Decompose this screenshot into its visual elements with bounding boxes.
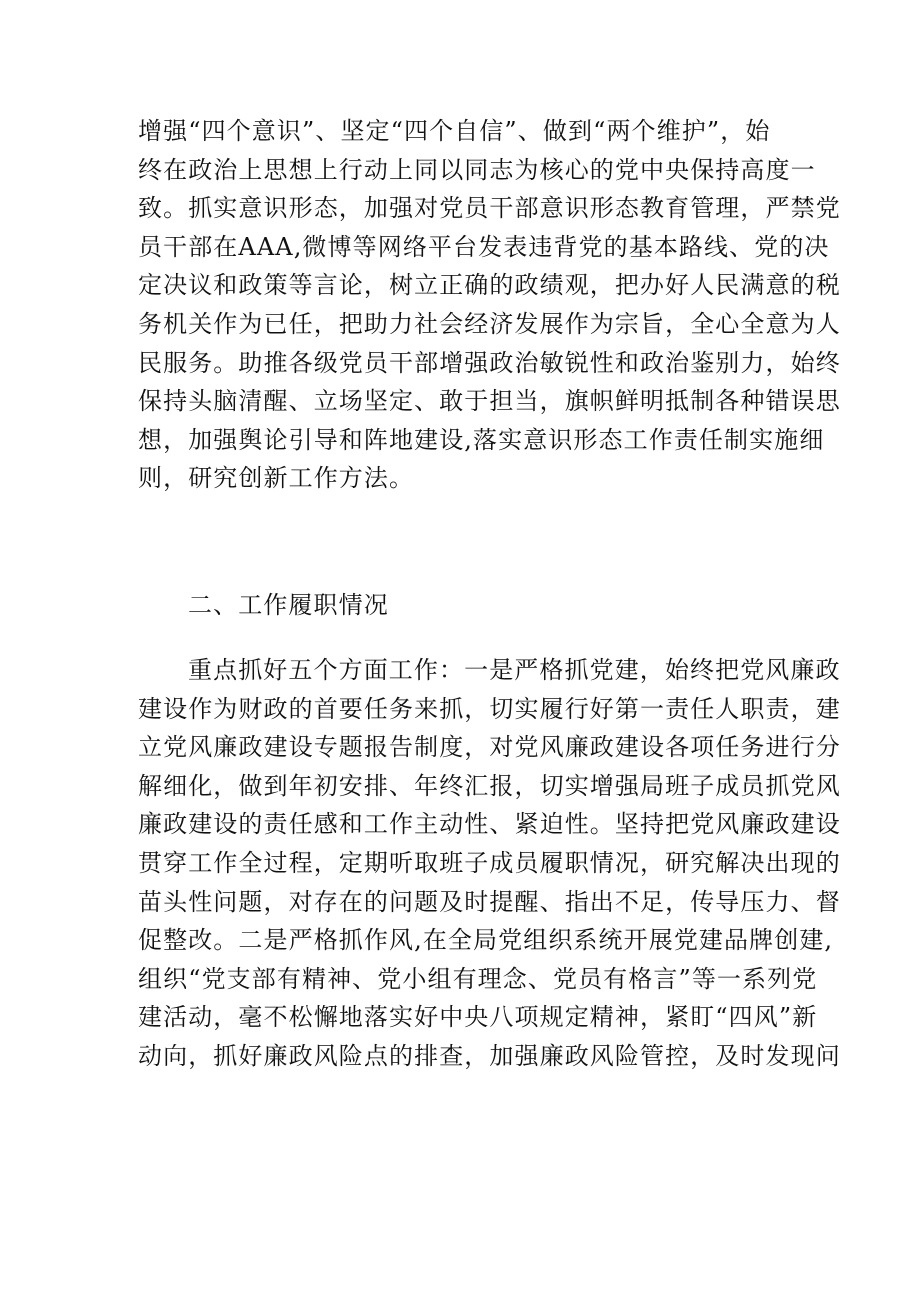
text-line: 终在政治上思想上行动上同以同志为核心的党中央保持高度一 xyxy=(138,155,816,184)
text-line: 定决议和政策等言论，树立正确的政绩观，把办好人民满意的税 xyxy=(138,271,841,300)
text-line: 致。抓实意识形态，加强对党员干部意识形态教育管理，严禁党 xyxy=(138,194,841,223)
text-line: 贯穿工作全过程，定期听取班子成员履职情况，研究解决出现的 xyxy=(138,848,841,877)
text-line: 动向，抓好廉政风险点的排查，加强廉政风险管控，及时发现问 xyxy=(138,1041,841,1070)
text-line: 廉政建设的责任感和工作主动性、紧迫性。坚持把党风廉政建设 xyxy=(138,810,841,839)
text-line: 保持头脑清醒、立场坚定、敢于担当，旗帜鲜明抵制各种错误思 xyxy=(138,387,841,416)
text-line: 则，研究创新工作方法。 xyxy=(138,464,415,493)
text-line: 组织“党支部有精神、党小组有理念、党员有格言”等一系列党 xyxy=(138,964,818,993)
text-line: 促整改。二是严格抓作风,在全局党组织系统开展党建品牌创建, xyxy=(138,926,834,955)
text-line: 苗头性问题，对存在的问题及时提醒、指出不足，传导压力、督 xyxy=(138,887,841,916)
section-heading xyxy=(138,586,798,625)
text-line: 增强“四个意识”、坚定“四个自信”、做到“两个维护”，始 xyxy=(138,117,771,145)
paragraph-ideology xyxy=(138,112,841,498)
text-line: 建活动，毫不松懈地落实好中央八项规定精神，紧盯“四风”新 xyxy=(138,1003,818,1032)
text-line: 务机关作为已任，把助力社会经济发展作为宗旨，全心全意为人 xyxy=(138,309,841,338)
text-line: 立党风廉政建设专题报告制度，对党风廉政建设各项任务进行分 xyxy=(138,733,841,762)
section-heading-text: 二、工作履职情况 xyxy=(188,591,389,619)
text-line: 解细化，做到年初安排、年终汇报，切实增强局班子成员抓党风 xyxy=(138,771,841,800)
text-line: 想，加强舆论引导和阵地建设,落实意识形态工作责任制实施细 xyxy=(138,425,825,454)
text-line: 民服务。助推各级党员干部增强政治敏锐性和政治鉴别力，始终 xyxy=(138,348,841,377)
text-line: 重点抓好五个方面工作：一是严格抓党建，始终把党风廉政 xyxy=(188,656,841,684)
text-line: 建设作为财政的首要任务来抓，切实履行好第一责任人职责，建 xyxy=(138,694,841,723)
paragraph-duties xyxy=(138,651,841,1076)
text-line: 员干部在AAA,微博等网络平台发表违背党的基本路线、党的决 xyxy=(138,232,830,261)
